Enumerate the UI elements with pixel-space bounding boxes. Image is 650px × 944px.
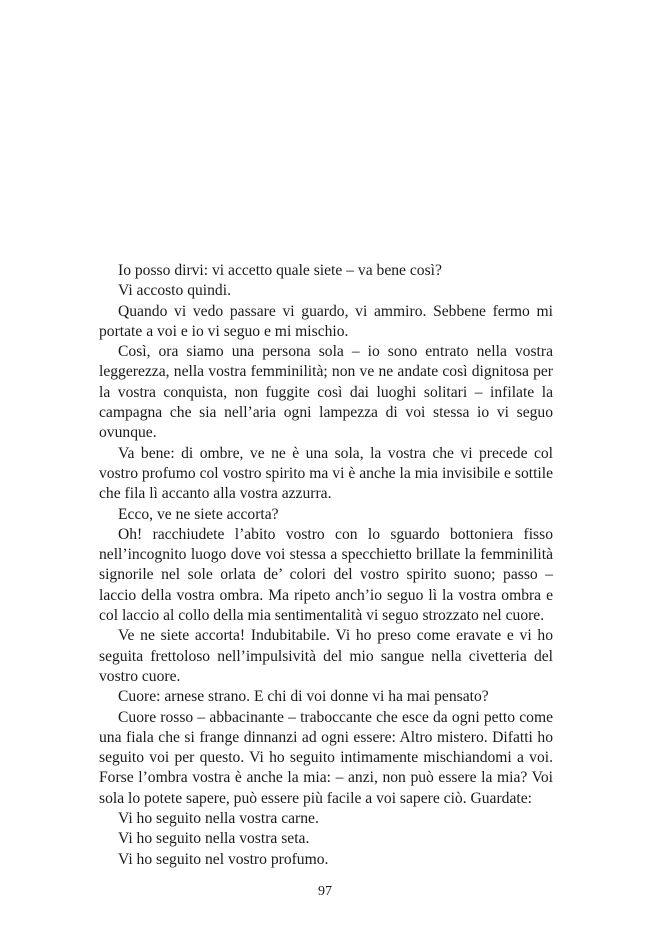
- paragraph: Così, ora siamo una persona sola – io sono entrato nella vostra leggerezza, nella vostra femminilità; non ve ne andate così dignitosa per la vostra conquista, non fuggite così dai luoghi solitari – infilate la campagna che sia nell’aria ogni lampezza di voi stessa io vi seguo ovunque.: [99, 343, 553, 442]
- paragraph: Io posso dirvi: vi accetto quale siete – va bene così?: [118, 262, 442, 279]
- paragraph: Va bene: di ombre, ve ne è una sola, la vostra che vi precede col vostro profumo col vostro spirito ma vi è anche la mia invisibile e sottile che fila lì accanto alla vostra azzurra.: [99, 444, 553, 503]
- paragraph: Cuore rosso – abbacinante – traboccante che esce da ogni petto come una fiala che si frange dinnanzi ad ogni essere: Altro mistero. Difatti ho seguito voi per questo. Vi ho seguito intimamente mischiandomi a voi. Forse l’ombra vostra è anche la mia: – anzi, non può essere la mia? Voi sola lo potete sapere, può essere più facile a voi sapere ciò. Guardate:: [99, 708, 553, 807]
- paragraph: Vi ho seguito nel vostro profumo.: [118, 850, 329, 868]
- paragraph: Cuore: arnese strano. E chi di voi donne vi ha mai pensato?: [118, 688, 489, 706]
- paragraph: Vi ho seguito nella vostra carne.: [118, 810, 319, 828]
- paragraph: Vi accosto quindi.: [118, 282, 231, 300]
- body-text: [99, 261, 553, 870]
- paragraph: Quando vi vedo passare vi guardo, vi ammiro. Sebbene fermo mi portate a voi e io vi seguo e mi mischio.: [99, 302, 553, 340]
- paragraph: Ve ne siete accorta! Indubitabile. Vi ho preso come eravate e vi ho seguita frettoloso nell’impulsività del mio sangue nella civetteria del vostro cuore.: [99, 627, 553, 685]
- paragraph: Ecco, ve ne siete accorta?: [118, 505, 279, 523]
- paragraph: Oh! racchiudete l’abito vostro con lo sguardo bottoniera fisso nell’incognito luogo dove voi stessa a specchietto brillate la femminilità signorile nel sole orlata de’ colori del vostro spirito suono; passo – laccio della vostra ombra. Ma ripeto anch’io seguo lì la vostra ombra e col laccio al collo della mia sentimentalità vi seguo strozzato nel cuore.: [99, 525, 553, 625]
- page-number: 97: [318, 884, 332, 899]
- paragraph: Vi ho seguito nella vostra seta.: [118, 830, 310, 848]
